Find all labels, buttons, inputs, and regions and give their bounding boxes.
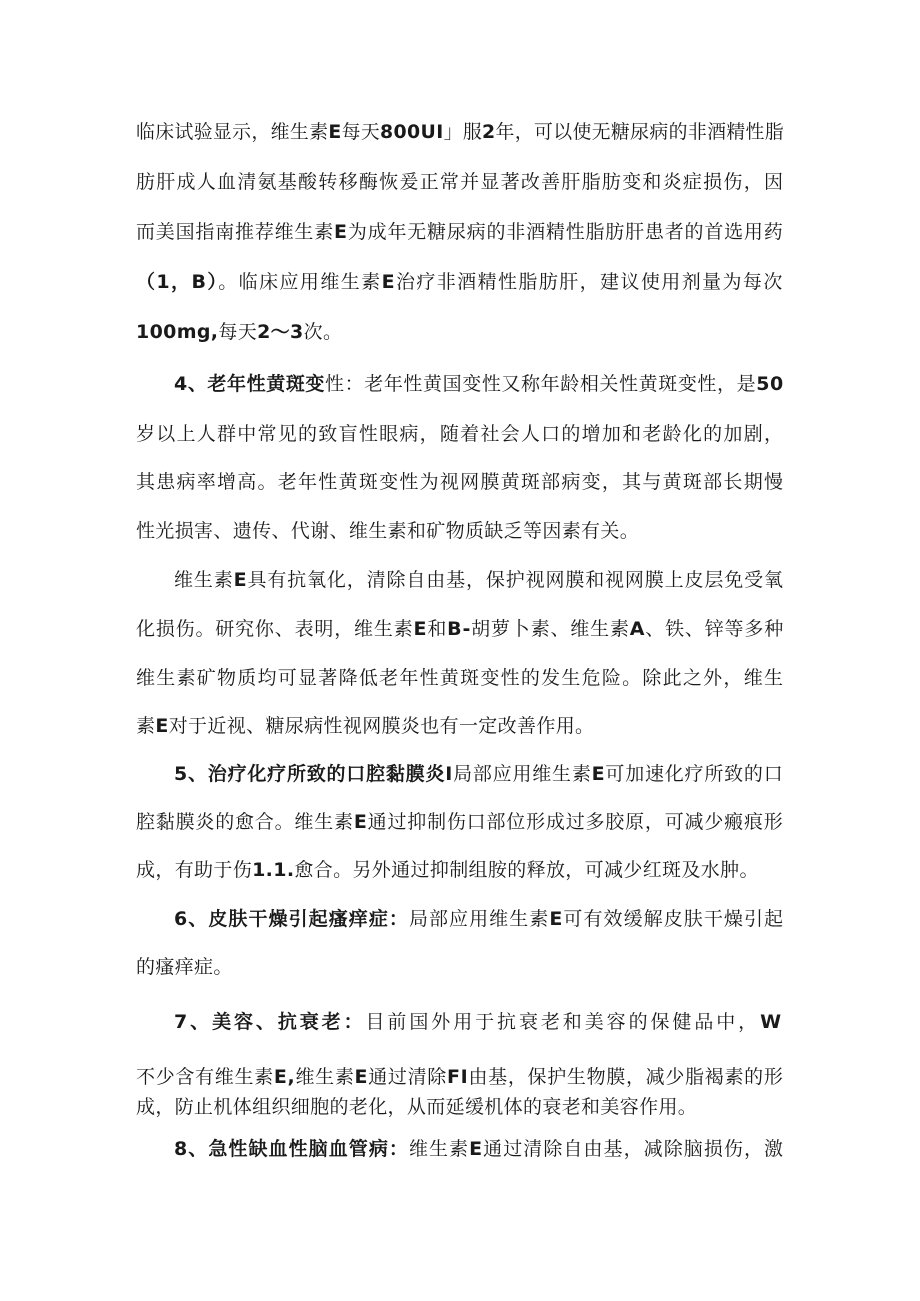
text-run: 每天 bbox=[341, 121, 381, 143]
text-run: 化损伤。研究你、表明，维生素 bbox=[136, 618, 414, 640]
text-run: E bbox=[381, 271, 396, 293]
section-heading-4: 4、老年性黄斑变 bbox=[174, 373, 326, 395]
text-run: E bbox=[155, 715, 169, 737]
para1-line5 bbox=[136, 318, 342, 346]
text-run: 100mg, bbox=[136, 321, 219, 343]
text-run: 2 bbox=[482, 121, 496, 143]
para2-line3: 其患病率增高。老年性黄斑变性为视网膜黄斑部病变，其与黄斑部长期慢 bbox=[136, 471, 785, 493]
text-run: 局部应用维生素 bbox=[408, 908, 550, 930]
text-run: A bbox=[629, 618, 646, 640]
para3-line4 bbox=[136, 712, 594, 740]
text-run: E bbox=[233, 569, 248, 591]
text-run: E bbox=[354, 1066, 369, 1088]
text-run: 为成年无糖尿病的非酒精性脂肪肝患者的首选用药 bbox=[347, 221, 784, 243]
para1-line2: 肪肝成人血清氨基酸转移酶恢爰正常并显著改善肝脂肪变和炎症损伤，因 bbox=[136, 171, 785, 193]
text-run: 2〜3 bbox=[257, 321, 304, 343]
text-run: E bbox=[328, 121, 342, 143]
text-run: E bbox=[549, 908, 564, 930]
text-run: 50 bbox=[756, 373, 784, 395]
text-run: 维生素 bbox=[174, 569, 234, 591]
text-run: E bbox=[591, 763, 606, 785]
text-run: 可加速化疗所致的口 bbox=[605, 763, 784, 785]
text-run: （1，B） bbox=[136, 271, 219, 293]
text-run: 通过清除 bbox=[368, 1066, 447, 1088]
para2-line4: 性光损害、遗传、代谢、维生素和矿物质缺乏等因素有关。 bbox=[136, 520, 640, 542]
para2-line2: 岁以上人群中常见的致盲性眼病，随着社会人口的增加和老龄化的加剧， bbox=[136, 423, 785, 445]
text-run: 」服 bbox=[443, 121, 483, 143]
text-run: 800UI bbox=[380, 121, 444, 143]
text-run: 目前国外用于抗衰老和美容的保健品中， bbox=[365, 1011, 761, 1033]
para1-line1 bbox=[136, 118, 784, 146]
text-run: 年，可以使无糖尿病的非酒精性脂 bbox=[495, 121, 785, 143]
text-run: E, bbox=[273, 1066, 296, 1088]
text-run: 不少含有维生素 bbox=[136, 1066, 274, 1088]
para4-line3 bbox=[136, 856, 759, 884]
text-run: FI bbox=[447, 1066, 469, 1088]
text-run: 由基，保护生物膜，减少脂褐素的形 bbox=[468, 1066, 784, 1088]
text-run: 腔黏膜炎的愈合。维生素 bbox=[136, 811, 354, 833]
para5-line2: 的瘙痒症。 bbox=[136, 956, 233, 978]
text-run: 愈合。另外通过抑制组胺的释放，可减少红斑及水肿。 bbox=[294, 859, 759, 881]
para6-line2 bbox=[136, 1063, 784, 1091]
text-run: 次。 bbox=[303, 321, 343, 343]
para7-line1 bbox=[174, 1135, 784, 1163]
text-run: 、铁、锌等多种 bbox=[645, 618, 785, 640]
text-run: 通过清除自由基，减除脑损伤，激 bbox=[483, 1138, 785, 1160]
section-heading-5: 5、治疗化疗所致的口腔黏膜炎 bbox=[174, 763, 446, 785]
text-run: 维生素 bbox=[295, 1066, 355, 1088]
text-run: 1.1. bbox=[252, 859, 295, 881]
text-run: E bbox=[469, 1138, 484, 1160]
section-heading-8: 8、急性缺血性脑血管病： bbox=[174, 1138, 409, 1160]
text-run: E bbox=[334, 221, 348, 243]
para3-line3: 维生素矿物质均可显著降低老年性黄斑变性的发生危险。除此之外，维生 bbox=[136, 667, 785, 689]
text-run: 性：老年性黄国变性又称年龄相关性黄斑变性，是 bbox=[325, 373, 757, 395]
section-heading-6: 6、皮肤干燥引起瘙痒症： bbox=[174, 908, 409, 930]
text-run: 通过抑制伤口部位形成过多胶原，可减少瘢痕形 bbox=[367, 811, 784, 833]
para5-line1 bbox=[174, 905, 784, 933]
text-run: 每天 bbox=[218, 321, 258, 343]
section-heading-7: 7、美容、抗衰老： bbox=[174, 1011, 366, 1033]
text-run: B- bbox=[447, 618, 472, 640]
text-run: 治疗非酒精性脂肪肝，建议使用剂量为每次 bbox=[395, 271, 784, 293]
text-run: 可有效缓解皮肤干燥引起 bbox=[563, 908, 785, 930]
para6-line3: 成，防止机体组织细胞的老化，从而延缓机体的衰老和美容作用。 bbox=[136, 1096, 698, 1118]
para2-line1 bbox=[174, 370, 784, 398]
para3-line1 bbox=[174, 566, 784, 594]
para4-line1 bbox=[174, 760, 784, 788]
para3-line2 bbox=[136, 615, 784, 643]
text-run: 而美国指南推荐维生素 bbox=[136, 221, 335, 243]
text-run: 。临床应用维生素 bbox=[218, 271, 382, 293]
para4-line2 bbox=[136, 808, 784, 836]
text-run: E bbox=[353, 811, 368, 833]
text-run: 临床试验显示，维生素 bbox=[136, 121, 329, 143]
text-run: 维生素 bbox=[408, 1138, 470, 1160]
text-run: 素 bbox=[136, 715, 156, 737]
para6-line1 bbox=[174, 1008, 784, 1036]
text-run: 胡萝卜素、维生素 bbox=[471, 618, 630, 640]
para1-line3 bbox=[136, 218, 784, 246]
text-run: 对于近视、糖尿病性视网膜炎也有一定改善作用。 bbox=[168, 715, 595, 737]
text-run: 局部应用维生素 bbox=[453, 763, 592, 785]
text-run: E bbox=[413, 618, 428, 640]
text-run: 和 bbox=[427, 618, 448, 640]
text-run: I bbox=[445, 763, 454, 785]
text-run: 成，有助于伤 bbox=[136, 859, 253, 881]
para1-line4 bbox=[136, 268, 784, 296]
text-run: W bbox=[760, 1011, 784, 1033]
text-run: 具有抗氧化，清除自由基，保护视网膜和视网膜上皮层免受氧 bbox=[247, 569, 784, 591]
